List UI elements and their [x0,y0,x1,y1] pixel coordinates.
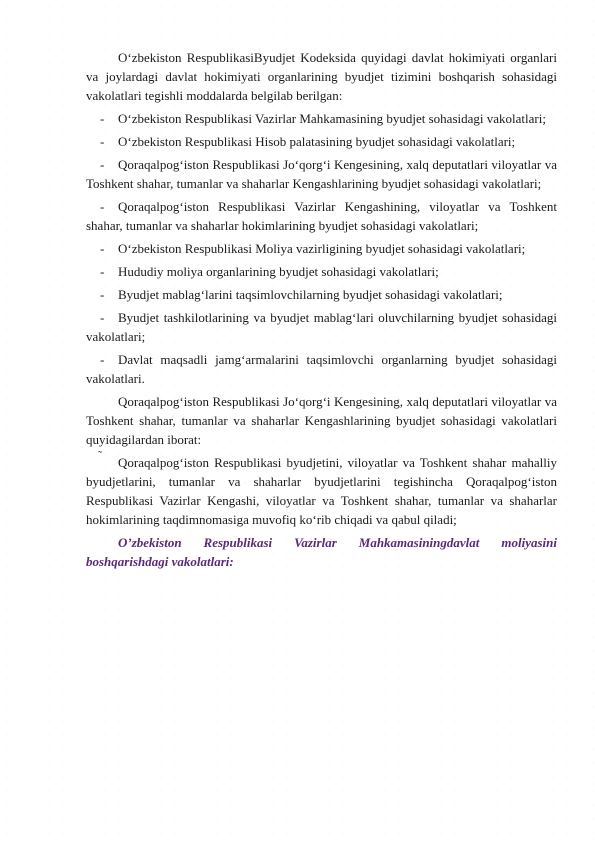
dash-marker: - [100,134,105,149]
dash-marker: - [100,287,105,302]
section-heading: O’zbekiston Respublikasi Vazirlar Mahkamasiningdavlat moliyasini boshqarishdagi vakolatlari: [86,535,557,569]
list-item: - O‘zbekiston Respublikasi Moliya vazirligining byudjet sohasidagi vakolatlari; [100,241,526,256]
dash-marker: - [100,352,105,367]
list-item: - Byudjet mablag‘larini taqsimlovchilarning byudjet sohasidagi vakolatlari; [100,287,503,302]
list-item: - O‘zbekiston Respublikasi Vazirlar Mahkamasining byudjet sohasidagi vakolatlari; [100,111,546,126]
authority-list [86,109,557,388]
dash-marker: - [100,310,105,325]
list-item: - Hududiy moliya organlarining byudjet sohasidagi vakolatlari; [100,264,439,279]
tilde-list-item: ˜ Qoraqalpog‘iston Respublikasi byudjetini, viloyatlar va Toshkent shahar mahalliy byudjetlarini, tumanlar va shaharlar byudjetlarini tegishincha Qoraqalpog‘iston Respublikasi Vazirlar Kengashi, viloyatlar va Toshkent shahar, tumanlar va shaharlar hokimlarining taqdimnomasiga muvofiq ko‘rib chiqadi va qabul qiladi; [86,448,557,527]
dash-marker: - [100,199,105,214]
list-item: - O‘zbekiston Respublikasi Hisob palatasining byudjet sohasidagi vakolatlari; [100,134,516,149]
list-item: - Qoraqalpog‘iston Respublikasi Vazirlar Kengashining, viloyatlar va Toshkent shahar, tumanlar va shaharlar hokimlarining byudjet sohasidagi vakolatlari; [86,199,557,233]
dash-marker: - [100,264,105,279]
intro-paragraph: O‘zbekiston RespublikasiByudjet Kodeksida quyidagi davlat hokimiyati organlari va joylardagi davlat hokimiyati organlarining byudjet tizimini boshqarish sohasidagi vakolatlari tegishli moddalarda belgilab berilgan: [86,50,557,103]
tilde-marker: ˜ [98,448,102,462]
list-item: - Qoraqalpog‘iston Respublikasi Jo‘qorg‘i Kengesining, xalq deputatlari viloyatlar va Toshkent shahar, tumanlar va shaharlar Kengashlarining byudjet sohasidagi vakolatlari; [86,157,557,191]
list-item: - Byudjet tashkilotlarining va byudjet mablag‘lari oluvchilarning byudjet sohasidagi vakolatlari; [86,310,557,344]
dash-marker: - [100,157,105,172]
dash-marker: - [100,111,105,126]
dash-marker: - [100,241,105,256]
second-paragraph: Qoraqalpog‘iston Respublikasi Jo‘qorg‘i Kengesining, xalq deputatlari viloyatlar va Toshkent shahar, tumanlar va shaharlar Kengashlarining byudjet sohasidagi vakolatlari quyidagilardan iborat: [86,394,557,447]
list-item: - Davlat maqsadli jamg‘armalarini taqsimlovchi organlarning byudjet sohasidagi vakolatlari. [86,352,557,386]
